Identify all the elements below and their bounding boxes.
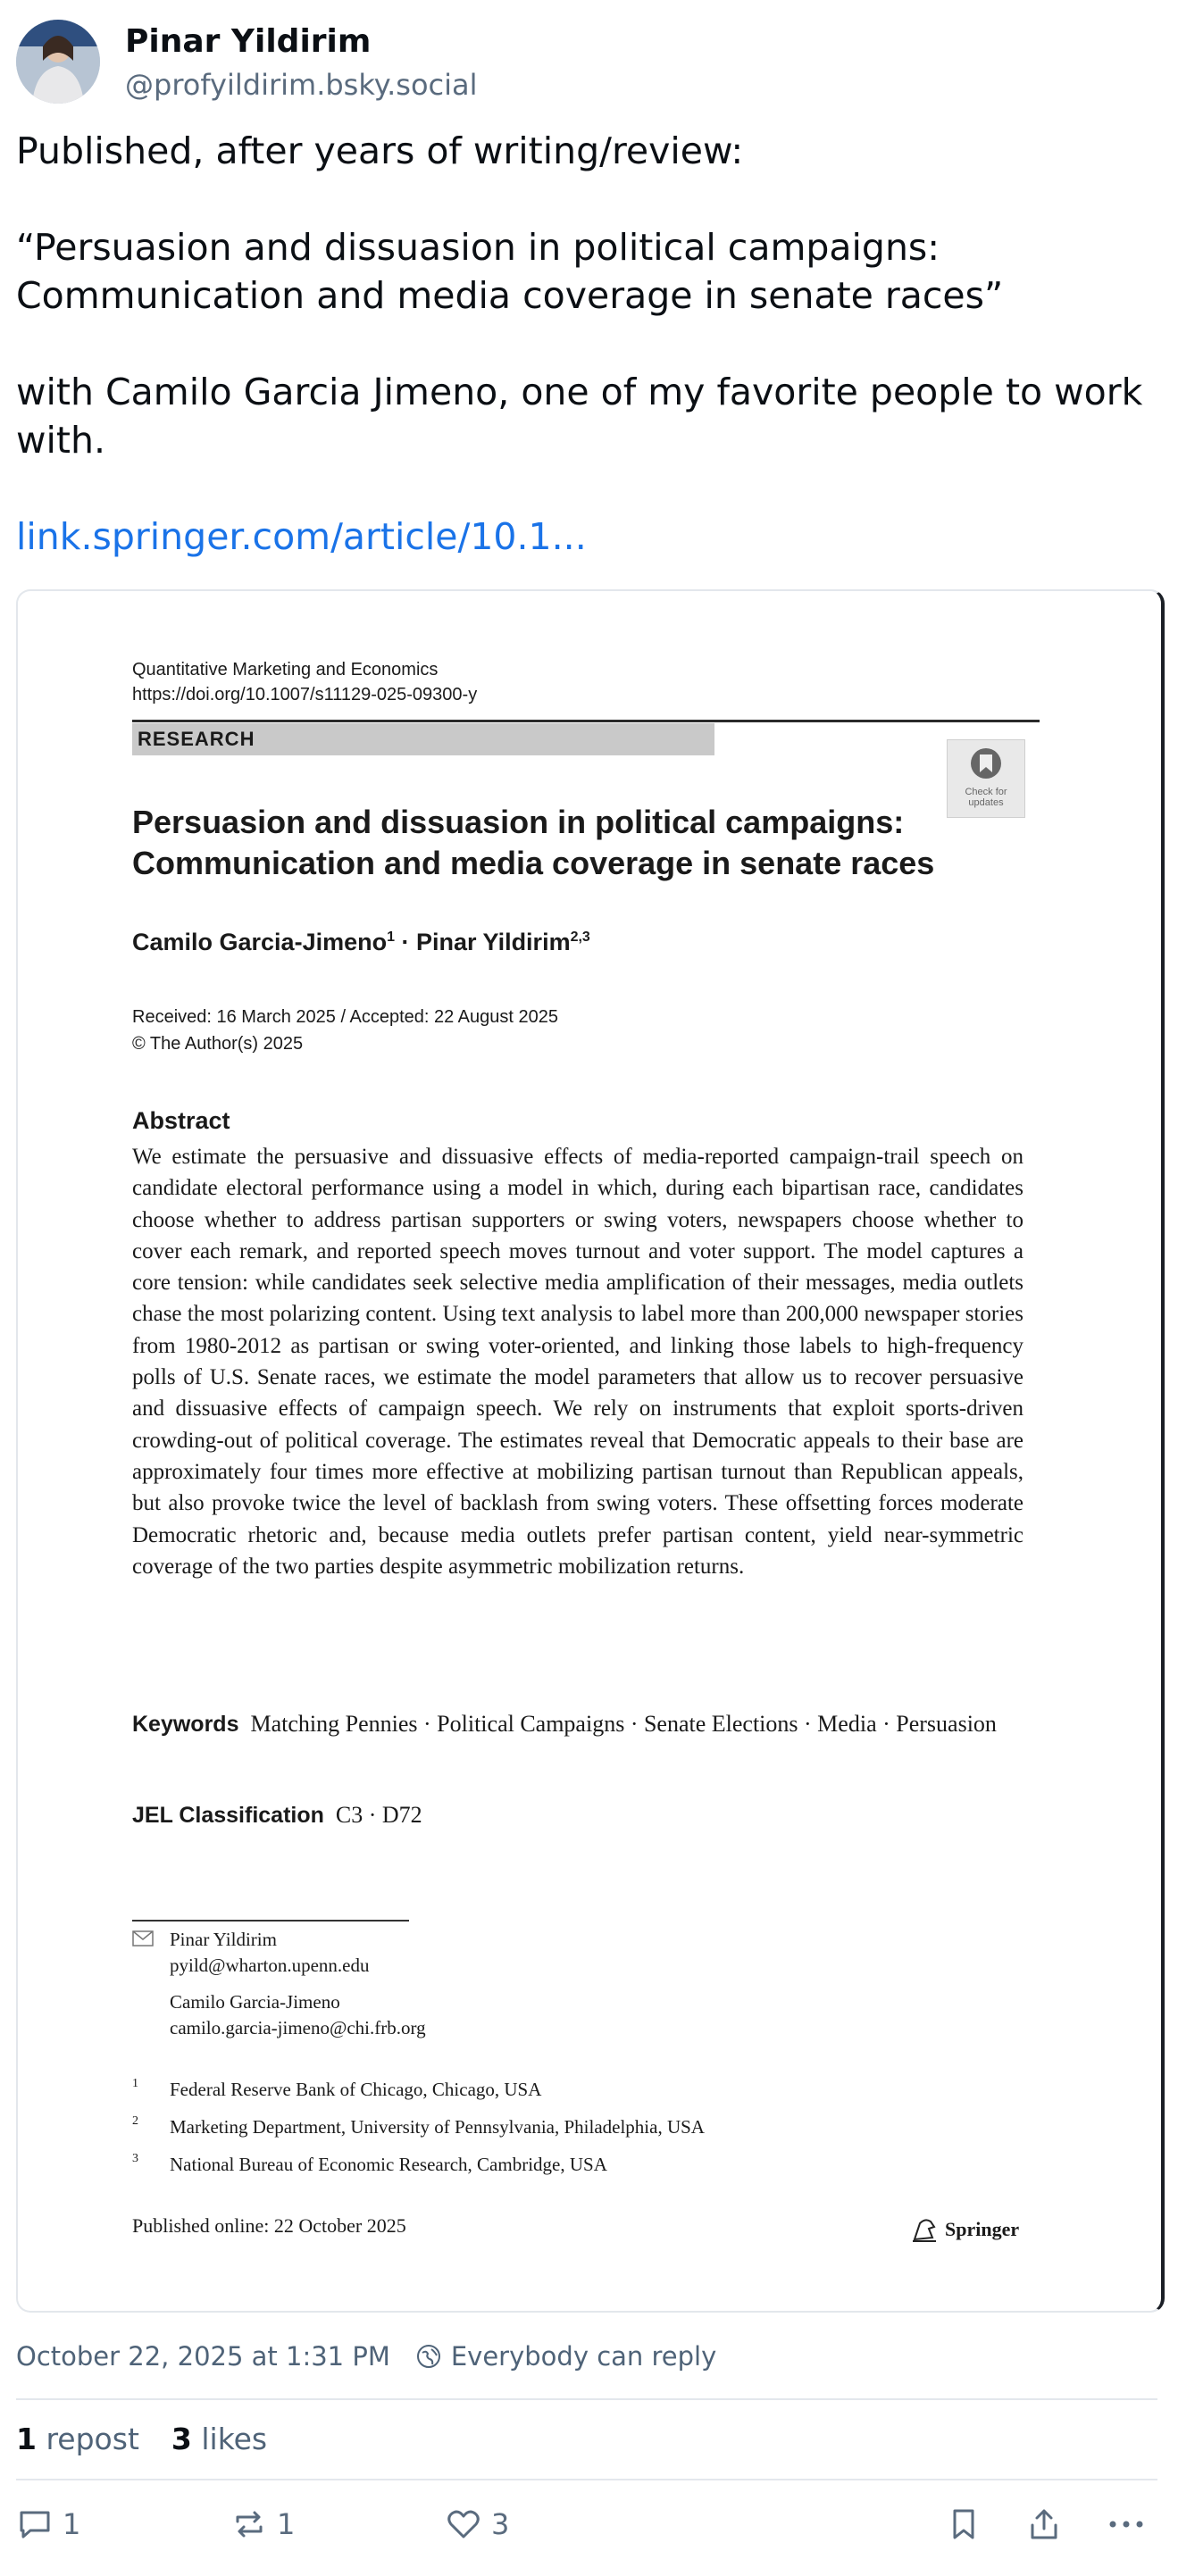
paper-page <box>18 591 1161 2311</box>
author-handle[interactable]: @profyildirim.bsky.social <box>125 68 478 102</box>
affiliation-number: 3 <box>132 2152 138 2165</box>
post-line: with Camilo Garcia Jimeno, one of my favorite people to work with. <box>16 371 1143 462</box>
affiliation-text: Federal Reserve Bank of Chicago, Chicago, USA <box>170 2079 542 2100</box>
received-accepted: Received: 16 March 2025 / Accepted: 22 August 2025 <box>132 1007 558 1027</box>
embedded-image[interactable] <box>16 589 1165 2313</box>
author-name[interactable]: Pinar Yildirim <box>125 23 372 60</box>
abstract-text: We estimate the persuasive and dissuasive effects of media-reported campaign-trail speech on candidate electoral performance using a model in which, during each bipartisan race, candidates choose whether to address partisan supporters or swing voters, newspapers choose whether to cover each remark, and reported speech moves turnout and voter support. The model captures a core tension: while candidates seek selective media amplification of their messages, media outlets chase the most polarizing content. Using text analysis to label more than 200,000 newspaper stories from 1980-2012 as partisan or swing voter-oriented, and linking those labels to high-frequency polls of U.S. Senate races, we estimate the model parameters that allow us to recover persuasive and dissuasive effects of campaign speech. We rely on instruments that exploit sports-driven crowding-out of political coverage. The estimates reveal that Democratic appeals to their base are approximately four times more effective at mobilizing partisan turnout than Republican appeals, but also provoke twice the level of backlash from swing voters. These offsetting forces moderate Democratic rhetoric and, because media outlets prefer partisan content, yield near-symmetric coverage of the two parties despite asymmetric mobilization returns. <box>132 1145 1023 1579</box>
affiliation-text: National Bureau of Economic Research, Cambridge, USA <box>170 2154 607 2175</box>
paper-authors <box>132 929 590 956</box>
post-meta <box>16 2341 716 2372</box>
keywords-label: Keywords <box>132 1712 239 1737</box>
journal-name: Quantitative Marketing and Economics <box>132 660 439 679</box>
post-quote: “Persuasion and dissuasion in political campaigns: Communication and media coverage in senate races” <box>16 226 1004 317</box>
jel-codes: C3 · D72 <box>335 1802 422 1828</box>
journal-info <box>132 657 477 707</box>
contact-email: pyild@wharton.upenn.edu <box>170 1955 370 1976</box>
check-label: Check for updates <box>965 787 1007 808</box>
like-button[interactable] <box>445 2505 509 2543</box>
heart-icon <box>445 2505 482 2543</box>
share-button[interactable] <box>1025 2505 1063 2543</box>
paper-dates <box>132 1004 558 1057</box>
affiliation-ref: 1 <box>387 930 396 945</box>
post-stats <box>16 2422 267 2456</box>
likes-stat[interactable] <box>171 2422 267 2456</box>
ellipsis-icon <box>1106 2505 1147 2543</box>
bookmark-icon <box>945 2505 982 2543</box>
repost-button[interactable] <box>230 2505 295 2543</box>
reply-count: 1 <box>63 2507 81 2541</box>
bookmark-circle-icon <box>948 740 1024 790</box>
post-timestamp[interactable]: October 22, 2025 at 1:31 PM <box>16 2341 390 2372</box>
divider <box>16 2479 1157 2480</box>
like-count: 3 <box>491 2507 510 2541</box>
share-icon <box>1025 2505 1063 2543</box>
repost-count: 1 <box>277 2507 296 2541</box>
divider <box>16 2398 1157 2400</box>
likes-count: 3 <box>171 2422 192 2456</box>
repost-label: repost <box>46 2422 139 2456</box>
published-online: Published online: 22 October 2025 <box>132 2214 406 2237</box>
globe-reply-icon <box>415 2343 442 2370</box>
keywords-list: Matching Pennies · Political Campaigns · Senate Elections · Media · Persuasion <box>250 1711 997 1737</box>
repost-stat[interactable] <box>16 2422 139 2456</box>
springer-horse-icon <box>911 2216 938 2243</box>
repost-count: 1 <box>16 2422 37 2456</box>
copyright: © The Author(s) 2025 <box>132 1034 304 1054</box>
likes-label: likes <box>201 2422 268 2456</box>
reply-setting-label: Everybody can reply <box>450 2341 717 2372</box>
section-label: RESEARCH <box>132 723 714 755</box>
affiliation-ref: 2,3 <box>570 930 590 945</box>
avatar[interactable] <box>16 20 100 104</box>
abstract-heading: Abstract <box>132 1107 230 1134</box>
keywords <box>132 1707 1023 1741</box>
bookmark-button[interactable] <box>945 2505 982 2543</box>
post-text <box>16 127 1150 561</box>
action-bar <box>0 2505 1178 2559</box>
jel-label: JEL Classification <box>132 1803 324 1828</box>
divider <box>132 720 1040 722</box>
more-options-button[interactable] <box>1106 2505 1147 2543</box>
contact-name: Pinar Yildirim <box>170 1929 277 1950</box>
article-link[interactable]: link.springer.com/article/10.1... <box>16 515 587 558</box>
post-line: Published, after years of writing/review: <box>16 129 744 172</box>
journal-doi: https://doi.org/10.1007/s11129-025-09300-y <box>132 685 478 704</box>
footnote-divider <box>132 1920 409 1922</box>
reply-button[interactable] <box>16 2505 80 2543</box>
publisher-logo <box>911 2216 1019 2243</box>
paper-author: Pinar Yildirim <box>416 929 571 955</box>
repost-icon <box>230 2505 268 2543</box>
corresponding-authors <box>170 1927 426 2041</box>
contact-name: Camilo Garcia-Jimeno <box>170 1991 340 2013</box>
paper-title: Persuasion and dissuasion in political campaigns: Communication and media coverage in senate races <box>132 804 935 881</box>
affiliation-number: 2 <box>132 2114 138 2128</box>
paper-author: Camilo Garcia-Jimeno <box>132 929 388 955</box>
reply-setting[interactable] <box>415 2341 716 2372</box>
author-separator: · <box>395 929 417 955</box>
reply-bubble-icon <box>16 2505 54 2543</box>
affiliation-number: 1 <box>132 2077 138 2090</box>
publisher-name: Springer <box>945 2218 1020 2240</box>
affiliation-text: Marketing Department, University of Pennsylvania, Philadelphia, USA <box>170 2116 705 2138</box>
jel-classification <box>132 1802 422 1829</box>
envelope-icon <box>132 1930 154 1947</box>
contact-email: camilo.garcia-jimeno@chi.frb.org <box>170 2017 426 2038</box>
